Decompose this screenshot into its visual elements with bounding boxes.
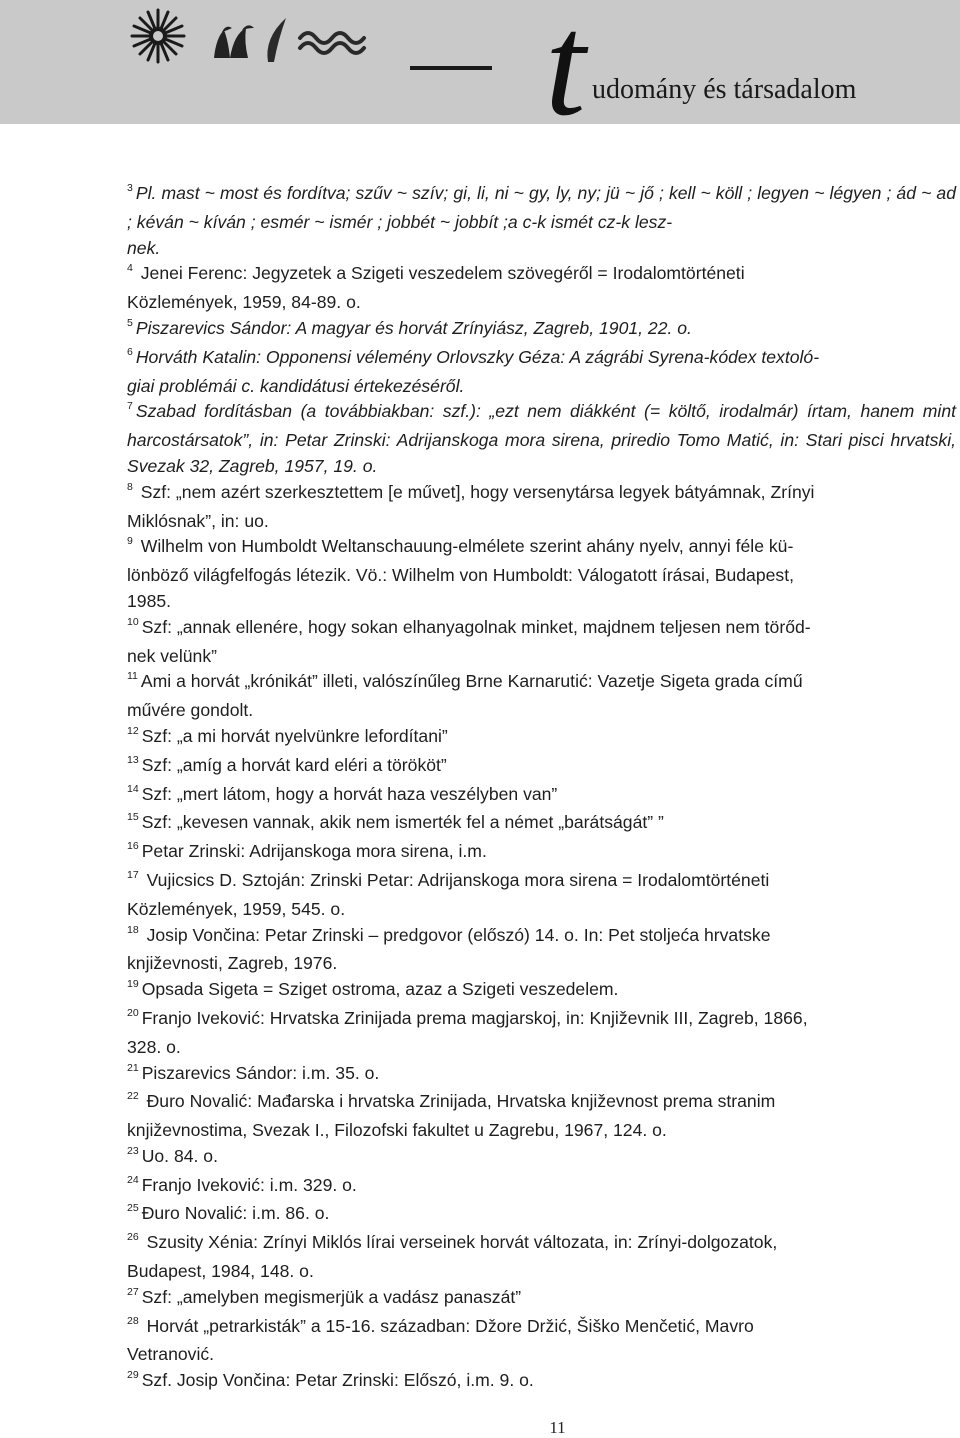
footnote-27: [127, 1285, 956, 1314]
footnote-number: 25: [127, 1202, 139, 1215]
footnote-number: 27: [127, 1285, 139, 1298]
footnote-line: Opsada Sigeta = Sziget ostroma, azaz a Szigeti veszedelem.: [141, 979, 619, 1000]
footnote-11: [127, 669, 956, 724]
footnote-14: [127, 782, 956, 811]
footnote-line: Ami a horvát „krónikát” illeti, valószínűleg Brne Karnarutić: Vazetje Sigeta grada című: [140, 671, 803, 692]
footnote-19: [127, 977, 956, 1006]
footnote-number: 13: [127, 753, 139, 766]
footnote-line: Horvát „petrarkisták” a 15-16. században: Džore Držić, Šiško Menčetić, Mavro: [146, 1315, 754, 1336]
footnote-line: művére gondolt.: [127, 700, 254, 721]
birds-ornament-icon: [214, 25, 254, 58]
footnote-number: 21: [127, 1061, 139, 1074]
footnote-line: Vujicsics D. Sztoján: Zrinski Petar: Adrijanskoga mora sirena = Irodalomtörténeti: [146, 869, 770, 890]
footnote-20: [127, 1006, 956, 1061]
footnote-line: Szusity Xénia: Zrínyi Miklós lírai verseinek horvát változata, in: Zrínyi-dolgozatok,: [146, 1232, 778, 1253]
footnote-line: Pl. mast ~ most és fordítva; szűv ~ szív; gi, li, ni ~ gy, ly, ny; jü ~ jő ; kell ~ köll ; legyen: [135, 183, 810, 203]
footnote-6: [127, 345, 956, 400]
footnote-line: hanem mint harcostársatok”, in: Petar Zrinski: Adrijanskoga mora sirena, priredio Tomo: [127, 401, 956, 451]
footnote-number: 18: [127, 923, 139, 936]
footnote-line: Szf: „amelyben megismerjük a vadász panaszát”: [141, 1286, 522, 1307]
footnote-10: [127, 615, 956, 670]
footnote-21: [127, 1061, 956, 1090]
footnote-line: ~ légyen ; ád ~ ad ; kéván ~ kíván ; esmér ~ ismér ; jobbét ~ jobbít ;a c-k ismét cz-k lesz-: [127, 183, 957, 232]
page-number: 11: [549, 1418, 566, 1437]
footnote-28: [127, 1314, 956, 1369]
footnote-number: 17: [127, 868, 139, 881]
footnote-number: 22: [127, 1090, 139, 1103]
footnote-7: [127, 399, 956, 479]
footnote-line: Miklósnak”, in: uo.: [127, 510, 269, 531]
footnote-number: 23: [127, 1144, 139, 1157]
footnote-3: [127, 181, 956, 261]
footnote-23: [127, 1144, 956, 1173]
footnote-line: Szf. Josip Vončina: Petar Zrinski: Előszó, i.m. 9. o.: [141, 1370, 534, 1391]
footnote-number: 3: [127, 182, 133, 194]
footnote-line: Szf: „a mi horvát nyelvünkre lefordítani”: [141, 725, 448, 746]
header-ornaments: [118, 8, 378, 70]
footnote-line: Horváth Katalin: Opponensi vélemény Orlovszky Géza: A zágrábi Syrena-kódex textoló-: [135, 346, 820, 367]
footnote-line: Szf: „amíg a horvát kard eléri a törököt”: [141, 754, 447, 775]
footnote-line: nek velünk”: [127, 645, 217, 666]
footnote-line: Szf: „annak ellenére, hogy sokan elhanyagolnak minket, majdnem teljesen nem törőd-: [141, 616, 811, 637]
footnote-line: Közlemények, 1959, 84-89. o.: [127, 292, 361, 313]
footnote-line: književnosti, Zagreb, 1976.: [127, 953, 338, 974]
footnote-26: [127, 1230, 956, 1285]
footnote-line: Szabad fordításban (a továbbiakban: szf.): „ezt nem diákként (= költő, irodalmár) írtam,: [135, 401, 852, 422]
footnote-number: 14: [127, 782, 139, 795]
footnote-18: [127, 923, 956, 978]
footnote-12: [127, 724, 956, 753]
footnote-24: [127, 1173, 956, 1202]
footnote-5: [127, 316, 956, 345]
footnote-17: [127, 868, 956, 923]
footnote-line: lönböző világfelfogás létezik. Vö.: Wilhelm von Humboldt: Válogatott írásai, Budapest,: [127, 565, 794, 586]
footnote-line: Uo. 84. o.: [141, 1145, 218, 1166]
footnote-13: [127, 753, 956, 782]
footnote-line: Petar Zrinski: Adrijanskoga mora sirena, i.m.: [141, 841, 487, 862]
footnote-line: Josip Vončina: Petar Zrinski – predgovor (előszó) 14. o. In: Pet stoljeća hrvatske: [146, 924, 771, 945]
footnote-number: 9: [127, 535, 133, 548]
footnote-25: [127, 1201, 956, 1230]
footnote-number: 12: [127, 724, 139, 737]
footnote-number: 8: [127, 480, 133, 493]
footnote-line: Piszarevics Sándor: A magyar és horvát Zrínyiász, Zagreb, 1901, 22. o.: [135, 317, 692, 338]
footnote-9: [127, 534, 956, 614]
footnote-number: 26: [127, 1231, 139, 1244]
footnote-line: 1985.: [127, 590, 172, 611]
sunburst-ornament-icon: [132, 10, 184, 62]
footnote-line: Közlemények, 1959, 545. o.: [127, 898, 346, 919]
leaf-ornament-icon: [267, 18, 286, 62]
footnote-number: 11: [127, 670, 138, 683]
footnote-line: Szf: „kevesen vannak, akik nem ismerték fel a német „barátságát” ”: [141, 812, 664, 833]
footnote-22: [127, 1089, 956, 1144]
footnote-line: Budapest, 1984, 148. o.: [127, 1261, 314, 1282]
footnote-number: 5: [127, 316, 133, 329]
footnote-number: 6: [127, 345, 133, 358]
footnote-number: 20: [127, 1006, 139, 1019]
footnote-line: Matić, in: Stari pisci hrvatski, Svezak 32, Zagreb, 1957, 19. o.: [127, 430, 956, 476]
footnote-line: Đuro Novalić: i.m. 86. o.: [141, 1203, 330, 1224]
footnote-number: 29: [127, 1369, 139, 1382]
footnote-number: 28: [127, 1314, 139, 1327]
footnote-number: 7: [127, 400, 133, 413]
footnote-number: 16: [127, 840, 139, 853]
footnote-line: giai problémái c. kandidátusi értekezéséről.: [127, 375, 465, 396]
footnote-line: Jenei Ferenc: Jegyzetek a Szigeti veszedelem szövegéről = Irodalomtörténeti: [140, 263, 745, 284]
footnote-16: [127, 839, 956, 868]
footnote-line: Piszarevics Sándor: i.m. 35. o.: [141, 1062, 380, 1083]
header-big-letter: t: [545, 0, 586, 146]
footnote-line: Franjo Iveković: i.m. 329. o.: [141, 1174, 357, 1195]
header-rule: [410, 66, 492, 70]
footnote-15: [127, 810, 956, 839]
header-band: [0, 0, 960, 146]
footnote-line: Franjo Iveković: Hrvatska Zrinijada prema magjarskoj, in: Književnik III, Zagreb, 1866,: [141, 1007, 808, 1028]
footnote-29: [127, 1368, 956, 1397]
footnote-number: 10: [127, 615, 139, 628]
footnote-line: književnostima, Svezak I., Filozofski fakultet u Zagrebu, 1967, 124. o.: [127, 1120, 667, 1141]
wave-ornament-icon: [300, 33, 364, 53]
footnote-number: 24: [127, 1173, 139, 1186]
footnote-line: Đuro Novalić: Mađarska i hrvatska Zrinijada, Hrvatska književnost prema stranim: [146, 1091, 776, 1112]
footnote-line: 328. o.: [127, 1036, 181, 1057]
footnote-number: 19: [127, 978, 139, 991]
footnote-8: [127, 480, 956, 535]
footnote-line: Vetranović.: [127, 1344, 215, 1365]
footnote-number: 4: [127, 262, 133, 275]
footnote-line: nek.: [127, 237, 161, 258]
header-title: udomány és társadalom: [592, 74, 857, 105]
footnotes: [127, 181, 956, 1397]
footnote-line: Wilhelm von Humboldt Weltanschauung-elmélete szerint ahány nyelv, annyi féle kü-: [140, 536, 794, 557]
footnote-number: 15: [127, 811, 139, 824]
footnote-line: Szf: „nem azért szerkesztettem [e művet], hogy versenytársa legyek bátyámnak, Zrínyi: [140, 481, 815, 502]
footnote-line: Szf: „mert látom, hogy a horvát haza veszélyben van”: [141, 783, 558, 804]
footnote-4: [127, 261, 956, 316]
